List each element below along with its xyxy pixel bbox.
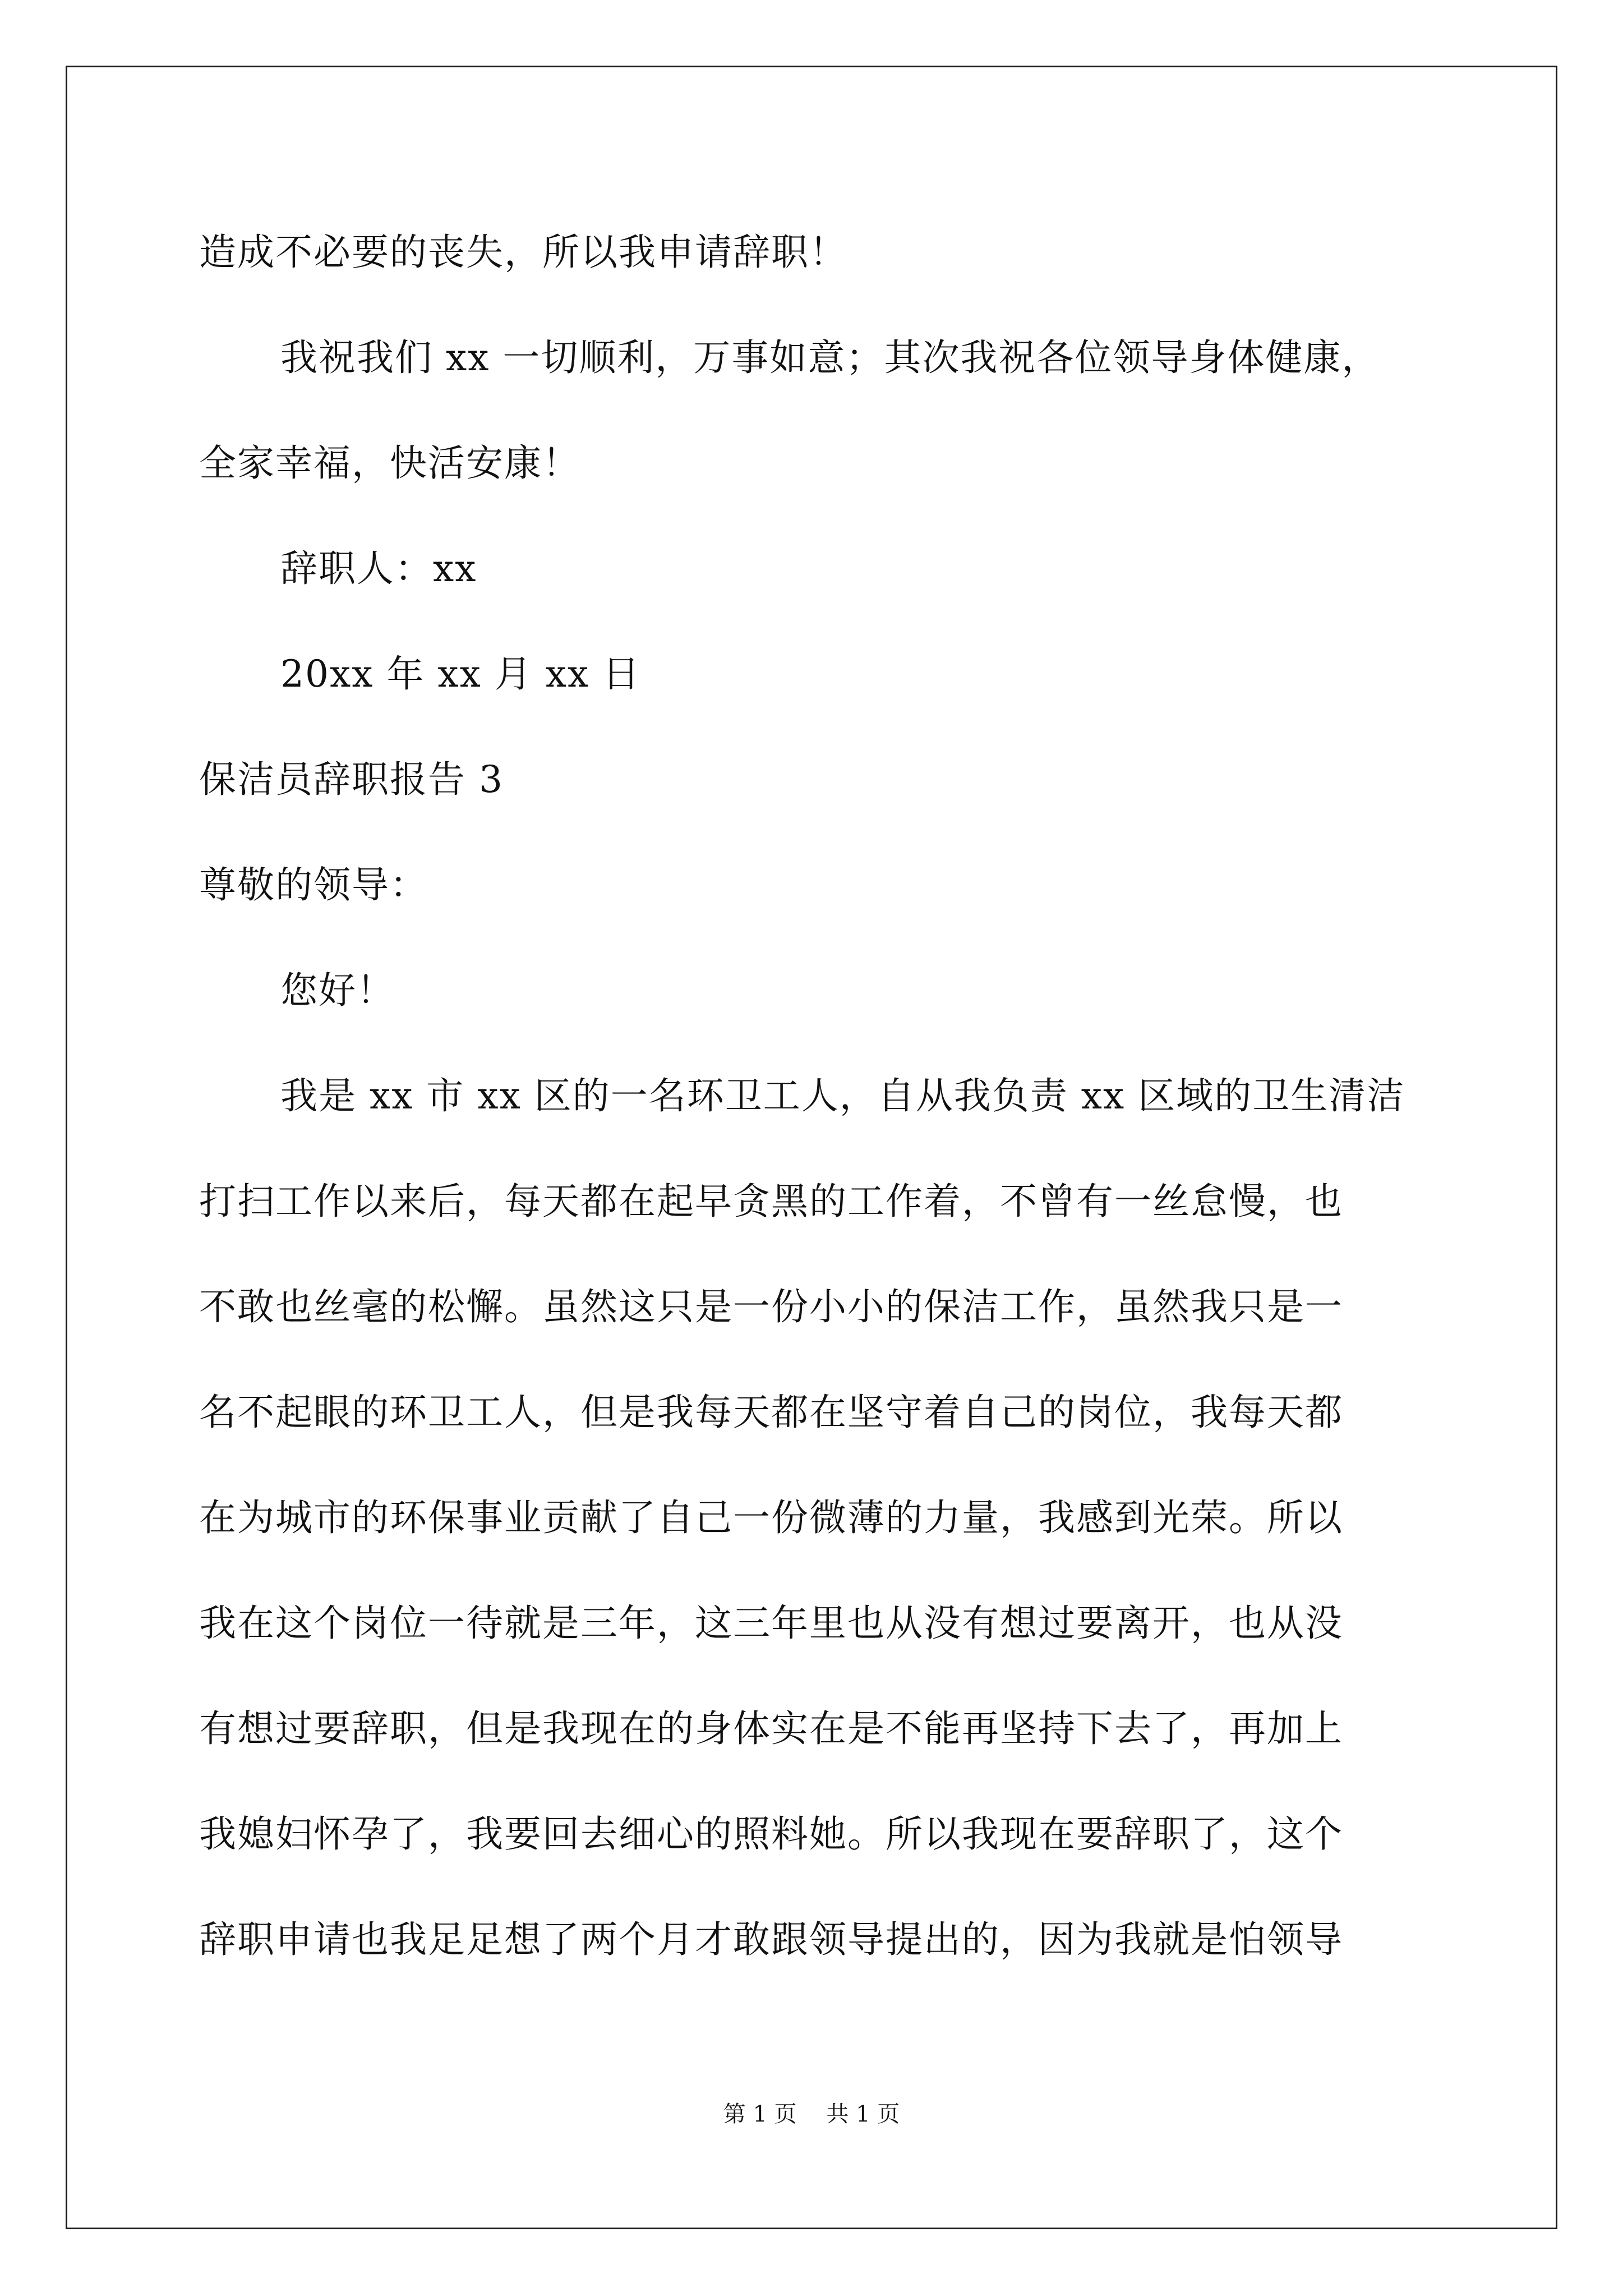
- salutation: 尊敬的领导：: [199, 863, 428, 907]
- body-line-1: 造成不必要的丧失，所以我申请辞职！: [199, 231, 847, 274]
- body-line-3: 全家幸福，快活安康！: [199, 441, 580, 485]
- page-border: [66, 66, 1557, 2229]
- date-line: 20xx 年 xx 月 xx 日: [280, 652, 641, 696]
- greeting: 您好！: [280, 969, 395, 1012]
- page-number-current: 第 1 页: [723, 2101, 797, 2127]
- body-line-15: 有想过要辞职，但是我现在的身体实在是不能再坚持下去了，再加上: [199, 1707, 1343, 1750]
- body-line-13: 在为城市的环保事业贡献了自己一份微薄的力量，我感到光荣。所以: [199, 1496, 1343, 1539]
- body-line-14: 我在这个岗位一待就是三年，这三年里也从没有想过要离开，也从没: [199, 1602, 1343, 1645]
- section-title: 保洁员辞职报告 3: [199, 758, 504, 801]
- body-line-9: 我是 xx 市 xx 区的一名环卫工人，自从我负责 xx 区域的卫生清洁: [280, 1074, 1405, 1117]
- body-line-11: 不敢也丝毫的松懈。虽然这只是一份小小的保洁工作，虽然我只是一: [199, 1285, 1343, 1328]
- body-line-16: 我媳妇怀孕了，我要回去细心的照料她。所以我现在要辞职了，这个: [199, 1812, 1343, 1856]
- body-line-2: 我祝我们 xx 一切顺利，万事如意；其次我祝各位领导身体健康，: [280, 336, 1380, 379]
- signature-line: 辞职人：xx: [280, 547, 477, 590]
- page-number-total: 共 1 页: [826, 2101, 900, 2127]
- page-footer: [0, 2101, 1623, 2128]
- body-line-12: 名不起眼的环卫工人，但是我每天都在坚守着自己的岗位，我每天都: [199, 1391, 1343, 1434]
- body-line-17: 辞职申请也我足足想了两个月才敢跟领导提出的，因为我就是怕领导: [199, 1918, 1343, 1961]
- body-line-10: 打扫工作以来后，每天都在起早贪黑的工作着，不曾有一丝怠慢，也: [199, 1180, 1343, 1223]
